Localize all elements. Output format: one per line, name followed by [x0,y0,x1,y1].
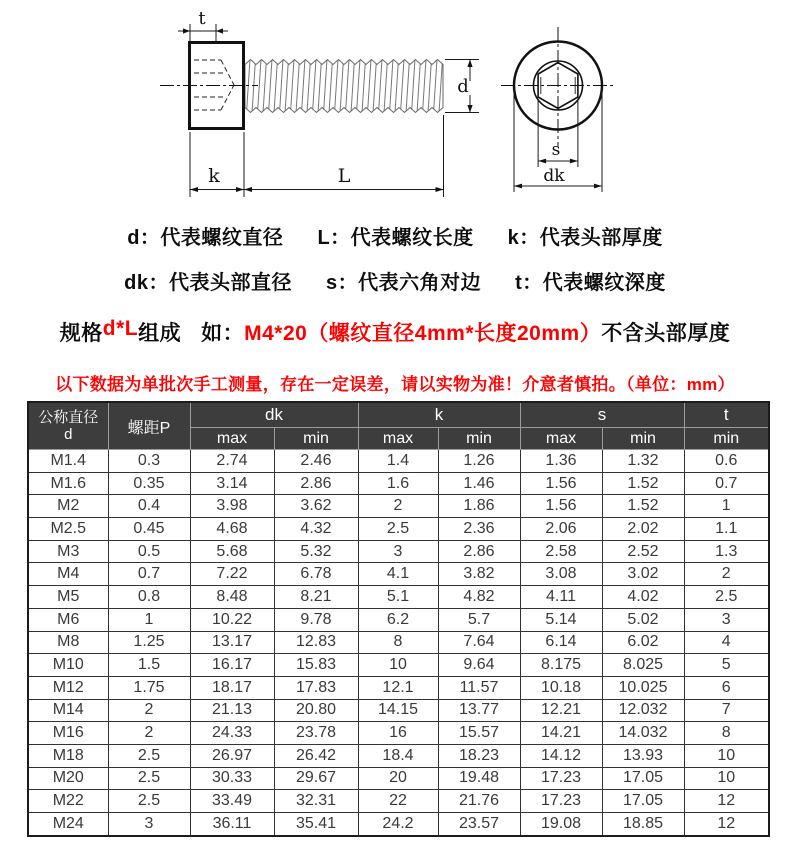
cell-k-min: 4.82 [438,586,520,609]
cell-dk-min: 26.42 [274,744,358,767]
dim-label-L: L [337,165,351,187]
cell-t-min: 1 [684,495,769,518]
cell-dk-max: 33.49 [190,790,274,813]
cell-k-max: 2 [358,495,438,518]
cell-dk-min: 20.80 [274,699,358,722]
table-row [28,450,769,473]
cell-k-min: 18.23 [438,744,520,767]
cell-dk-min: 17.83 [274,676,358,699]
definitions-row-2 [0,266,790,295]
table-row [28,790,769,813]
cell-t-min: 8 [684,722,769,745]
cell-t-min: 10 [684,744,769,767]
cell-k-min: 7.64 [438,631,520,654]
cell-pitch: 1.25 [108,631,190,654]
cell-dk-max: 18.17 [190,676,274,699]
cell-size: M2.5 [28,518,108,541]
definition-L: L：代表螺纹长度 [317,227,474,249]
cell-k-max: 2.5 [358,518,438,541]
col-header-nominal-diameter [28,402,108,450]
sub-header-dk-max: max [190,428,274,450]
table-row [28,586,769,609]
cell-pitch: 1.5 [108,654,190,677]
cell-dk-max: 36.11 [190,813,274,836]
cell-pitch: 2 [108,699,190,722]
cell-k-min: 1.26 [438,450,520,473]
cell-s-max: 8.175 [520,654,602,677]
definitions-row-1 [0,221,790,250]
sub-header-dk-min: min [274,428,358,450]
cell-t-min: 1.1 [684,518,769,541]
cell-dk-min: 2.46 [274,450,358,473]
cell-k-max: 10 [358,654,438,677]
cell-k-min: 21.76 [438,790,520,813]
spec-text-black: 规格 [59,322,103,345]
cell-k-min: 2.36 [438,518,520,541]
spec-text-red: d*L [102,317,139,340]
cell-k-min: 23.57 [438,813,520,836]
cell-s-max: 1.56 [520,495,602,518]
cell-k-min: 9.64 [438,654,520,677]
cell-dk-max: 10.22 [190,608,274,631]
cell-s-min: 10.025 [602,676,684,699]
cell-pitch: 0.3 [108,450,190,473]
cell-k-min: 15.57 [438,722,520,745]
cell-t-min: 0.7 [684,472,769,495]
dimension-spec-table [27,401,770,837]
cell-t-min: 1.3 [684,540,769,563]
cell-s-min: 1.32 [602,450,684,473]
cell-s-max: 10.18 [520,676,602,699]
cell-dk-min: 6.78 [274,563,358,586]
cell-dk-min: 32.31 [274,790,358,813]
cell-dk-min: 3.62 [274,495,358,518]
cell-s-min: 5.02 [602,608,684,631]
cell-dk-min: 35.41 [274,813,358,836]
cell-s-min: 2.02 [602,518,684,541]
cell-pitch: 0.8 [108,586,190,609]
header-line-2: d [64,426,73,443]
table-row [28,699,769,722]
cell-dk-min: 8.21 [274,586,358,609]
cell-size: M2 [28,495,108,518]
cell-dk-min: 12.83 [274,631,358,654]
cell-dk-min: 15.83 [274,654,358,677]
cell-size: M12 [28,676,108,699]
cell-s-max: 17.23 [520,767,602,790]
table-row [28,676,769,699]
col-group-dk: dk [190,402,358,428]
cell-s-min: 12.032 [602,699,684,722]
sub-header-s-max: max [520,428,602,450]
cell-pitch: 2.5 [108,790,190,813]
cell-s-max: 3.08 [520,563,602,586]
cell-size: M5 [28,586,108,609]
cell-dk-max: 16.17 [190,654,274,677]
col-header-pitch: 螺距P [108,402,190,450]
cell-t-min: 6 [684,676,769,699]
cell-k-min: 1.46 [438,472,520,495]
table-row [28,813,769,836]
cell-dk-max: 5.68 [190,540,274,563]
table-body [28,450,769,836]
cell-dk-max: 3.98 [190,495,274,518]
cell-size: M18 [28,744,108,767]
cell-t-min: 2.5 [684,586,769,609]
cell-size: M16 [28,722,108,745]
cell-s-max: 1.36 [520,450,602,473]
cell-s-max: 1.56 [520,472,602,495]
cell-t-min: 7 [684,699,769,722]
cell-pitch: 0.4 [108,495,190,518]
cell-t-min: 5 [684,654,769,677]
spec-text-black: 不含头部厚度 [601,322,731,345]
cell-s-min: 3.02 [602,563,684,586]
cell-s-max: 17.23 [520,790,602,813]
cell-s-min: 4.02 [602,586,684,609]
definition-t: t：代表螺纹深度 [515,272,666,294]
cell-k-max: 20 [358,767,438,790]
cell-pitch: 0.7 [108,563,190,586]
cell-dk-max: 4.68 [190,518,274,541]
thread-shaft [245,60,443,113]
spec-text-black: 如： [201,322,245,345]
cell-k-max: 5.1 [358,586,438,609]
cell-s-min: 13.93 [602,744,684,767]
dim-label-d: d [457,76,469,97]
cell-dk-min: 4.32 [274,518,358,541]
dim-label-dk: dk [543,166,565,186]
cell-k-min: 19.48 [438,767,520,790]
cell-size: M1.6 [28,472,108,495]
cell-s-min: 14.032 [602,722,684,745]
cell-s-max: 2.58 [520,540,602,563]
cell-s-max: 19.08 [520,813,602,836]
cell-pitch: 1.75 [108,676,190,699]
cell-t-min: 0.6 [684,450,769,473]
cell-size: M22 [28,790,108,813]
measurement-disclaimer: 以下数据为单批次手工测量，存在一定误差，请以实物为准！介意者慎拍。（单位：mm） [55,375,735,394]
cell-k-max: 24.2 [358,813,438,836]
cell-k-max: 22 [358,790,438,813]
header-line-1: 公称直径 [38,408,99,426]
dim-label-k: k [208,165,220,187]
cell-k-min: 2.86 [438,540,520,563]
cell-s-min: 1.52 [602,472,684,495]
cell-size: M8 [28,631,108,654]
cell-pitch: 0.45 [108,518,190,541]
col-group-t: t [684,402,769,428]
table-row [28,744,769,767]
cell-s-max: 6.14 [520,631,602,654]
table-row [28,563,769,586]
cell-s-min: 17.05 [602,767,684,790]
cell-k-max: 1.4 [358,450,438,473]
cell-k-max: 18.4 [358,744,438,767]
cell-pitch: 1 [108,608,190,631]
cell-k-max: 3 [358,540,438,563]
table-row [28,540,769,563]
cell-dk-min: 29.67 [274,767,358,790]
cell-s-max: 12.21 [520,699,602,722]
cell-s-max: 2.06 [520,518,602,541]
cell-k-min: 11.57 [438,676,520,699]
cell-dk-min: 9.78 [274,608,358,631]
cell-s-min: 8.025 [602,654,684,677]
cell-dk-max: 30.33 [190,767,274,790]
cell-t-min: 3 [684,608,769,631]
cell-dk-max: 21.13 [190,699,274,722]
table-row [28,472,769,495]
cell-size: M10 [28,654,108,677]
cell-size: M3 [28,540,108,563]
cell-size: M24 [28,813,108,836]
cell-size: M20 [28,767,108,790]
table-row [28,608,769,631]
definition-d: d：代表螺纹直径 [127,227,284,249]
cell-t-min: 10 [684,767,769,790]
cell-pitch: 0.5 [108,540,190,563]
cell-t-min: 12 [684,813,769,836]
dim-label-t: t [198,8,206,29]
sub-header-t-min: min [684,428,769,450]
cell-dk-max: 24.33 [190,722,274,745]
cell-t-min: 2 [684,563,769,586]
cell-s-min: 18.85 [602,813,684,836]
screw-technical-diagram [0,0,790,212]
cell-pitch: 2 [108,722,190,745]
table-row [28,631,769,654]
cell-k-min: 3.82 [438,563,520,586]
cell-dk-min: 2.86 [274,472,358,495]
cell-s-max: 5.14 [520,608,602,631]
spec-format-line [0,317,790,347]
cell-t-min: 12 [684,790,769,813]
cell-s-min: 1.52 [602,495,684,518]
table-row [28,654,769,677]
table-row [28,495,769,518]
cell-k-max: 16 [358,722,438,745]
spec-text-black: 组成 [138,322,182,345]
cell-dk-min: 5.32 [274,540,358,563]
cell-k-max: 14.15 [358,699,438,722]
cell-size: M1.4 [28,450,108,473]
cell-size: M4 [28,563,108,586]
cell-pitch: 2.5 [108,767,190,790]
cell-k-min: 5.7 [438,608,520,631]
definition-s: s：代表六角对边 [326,272,482,294]
table-row [28,722,769,745]
table-row [28,767,769,790]
cell-pitch: 0.35 [108,472,190,495]
cell-size: M14 [28,699,108,722]
sub-header-s-min: min [602,428,684,450]
cell-s-min: 17.05 [602,790,684,813]
cell-t-min: 4 [684,631,769,654]
cell-dk-max: 13.17 [190,631,274,654]
definition-dk: dk：代表头部直径 [124,272,293,294]
cell-dk-max: 8.48 [190,586,274,609]
definition-k: k：代表头部厚度 [507,227,663,249]
col-group-k: k [358,402,520,428]
cell-dk-max: 2.74 [190,450,274,473]
cell-pitch: 2.5 [108,744,190,767]
cell-dk-max: 7.22 [190,563,274,586]
cell-k-max: 12.1 [358,676,438,699]
cell-k-max: 1.6 [358,472,438,495]
col-group-s: s [520,402,684,428]
cell-k-max: 4.1 [358,563,438,586]
cell-k-min: 1.86 [438,495,520,518]
spec-example-red: M4*20（螺纹直径4mm*长度20mm） [244,322,602,345]
cell-dk-max: 3.14 [190,472,274,495]
cell-s-max: 4.11 [520,586,602,609]
sub-header-k-max: max [358,428,438,450]
cell-k-min: 13.77 [438,699,520,722]
cell-k-max: 6.2 [358,608,438,631]
table-row [28,518,769,541]
cell-s-min: 2.52 [602,540,684,563]
cell-s-max: 14.12 [520,744,602,767]
cell-s-max: 14.21 [520,722,602,745]
cell-pitch: 3 [108,813,190,836]
cell-size: M6 [28,608,108,631]
sub-header-k-min: min [438,428,520,450]
cell-dk-max: 26.97 [190,744,274,767]
cell-k-max: 8 [358,631,438,654]
cell-s-min: 6.02 [602,631,684,654]
dim-label-s: s [551,140,561,160]
cell-dk-min: 23.78 [274,722,358,745]
